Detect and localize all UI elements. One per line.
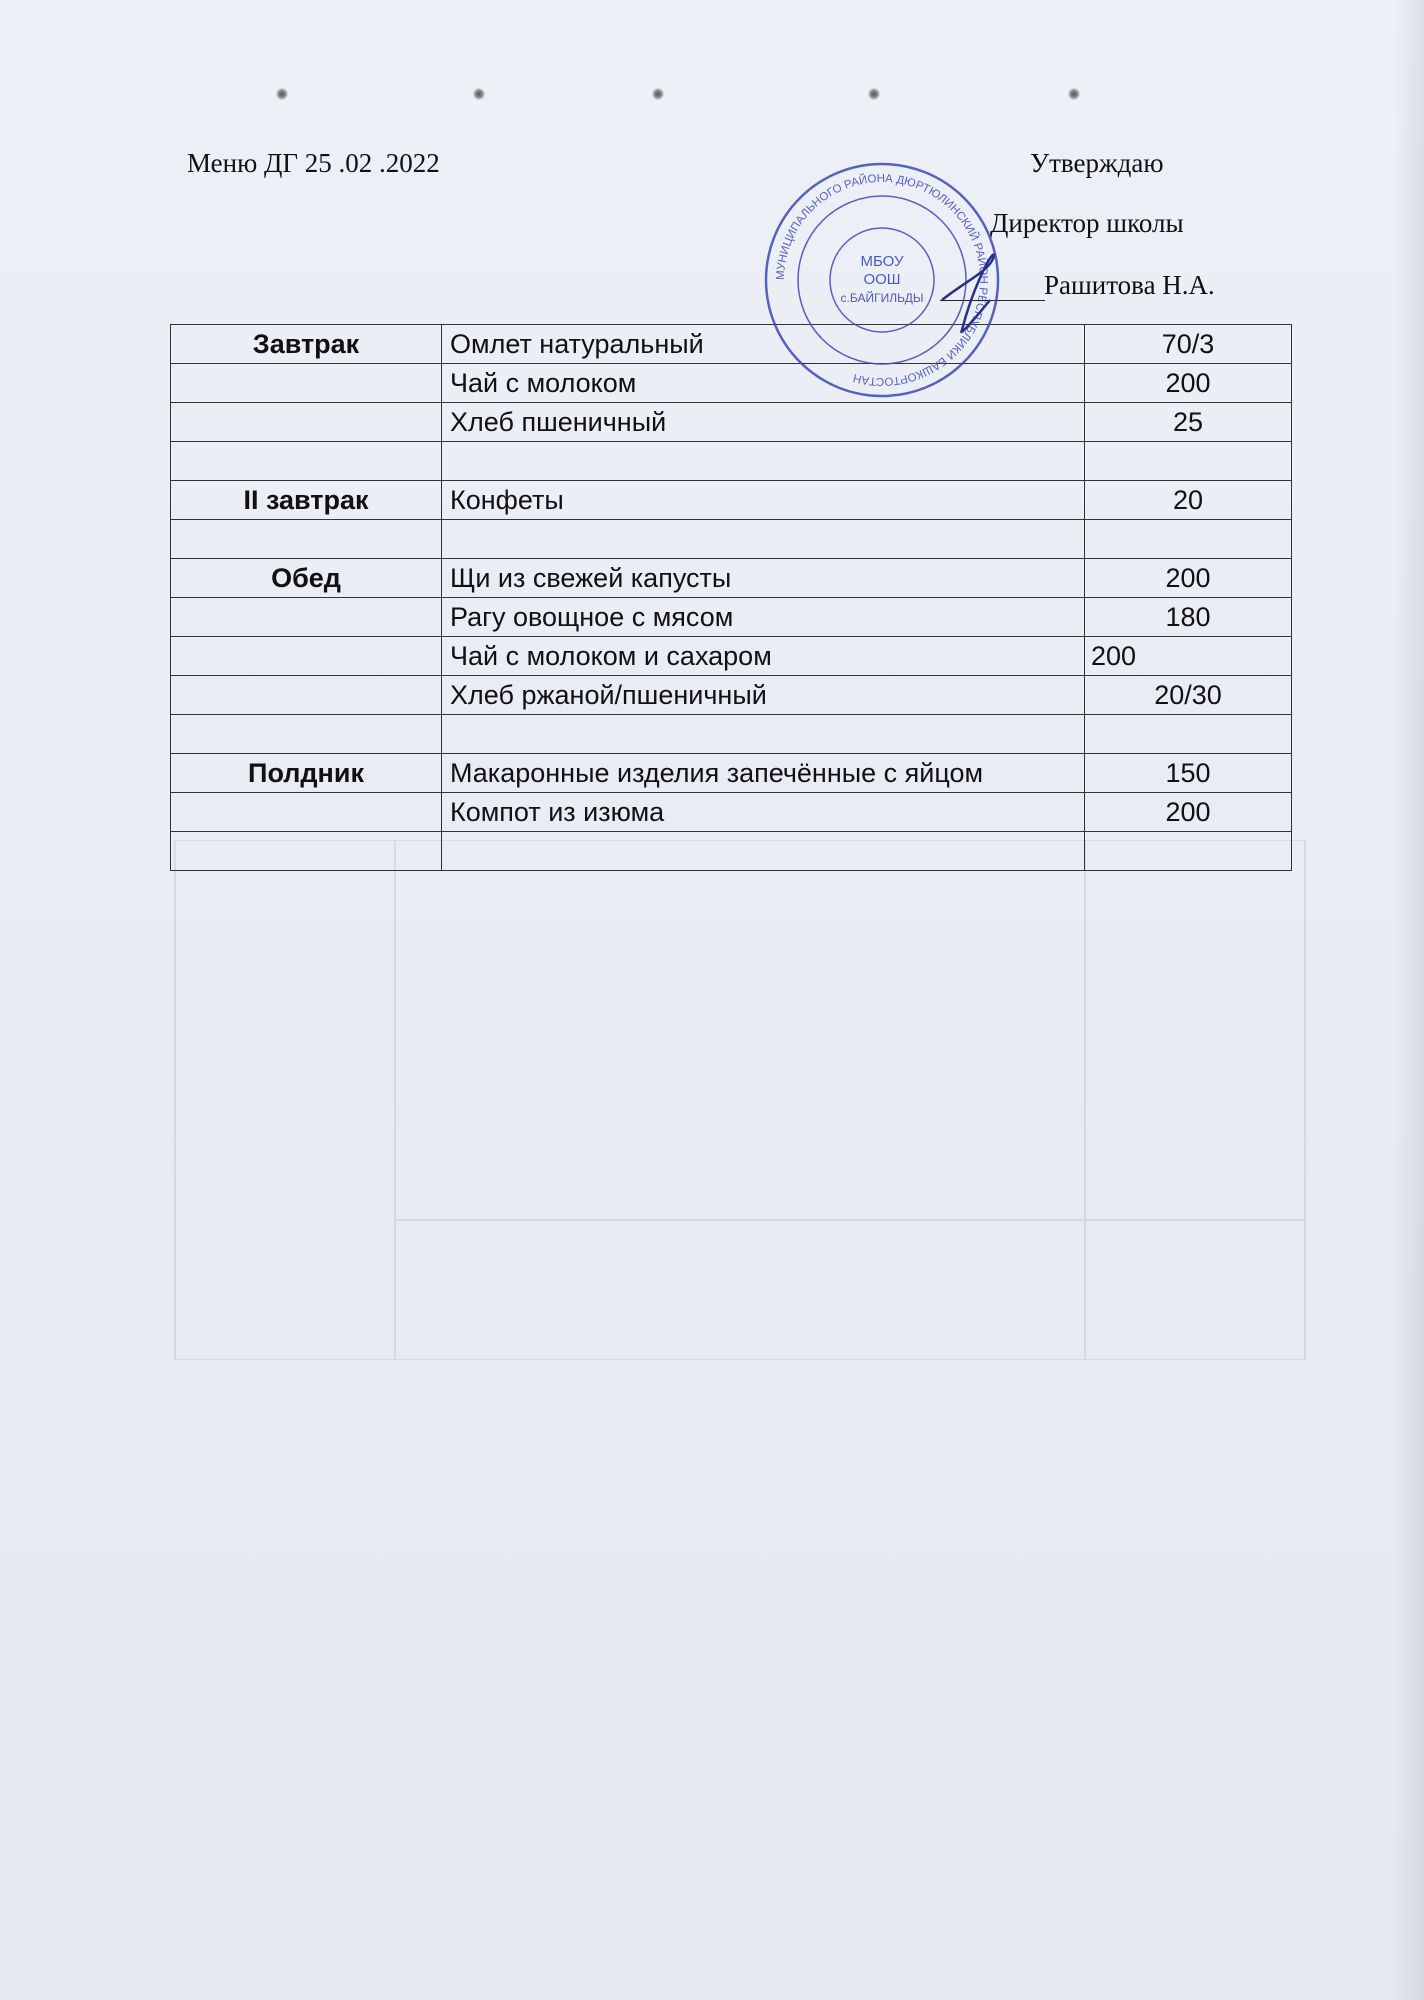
portion-cell (1085, 832, 1292, 871)
meal-cell (171, 520, 442, 559)
approve-label: Утверждаю (1030, 148, 1164, 178)
dish-cell (442, 832, 1085, 871)
stamp-ring-text: МУНИЦИПАЛЬНОГО РАЙОНА ДЮРТЮЛИНСКИЙ РАЙОН РЕСПУБЛИКИ БАШКОРТОСТАН (774, 172, 990, 388)
scan-edge-shadow (1394, 0, 1424, 2000)
menu-title: Меню ДГ 25 .02 .2022 (187, 148, 440, 178)
meal-cell: II завтрак (171, 481, 442, 520)
dish-cell: Макаронные изделия запечённые с яйцом (442, 754, 1085, 793)
director-label: Директор школы (990, 208, 1184, 238)
meal-cell (171, 793, 442, 832)
meal-cell (171, 403, 442, 442)
table-row (171, 715, 1292, 754)
dish-cell (442, 715, 1085, 754)
table-row (171, 442, 1292, 481)
dish-cell: Хлеб пшеничный (442, 403, 1085, 442)
meal-cell: Обед (171, 559, 442, 598)
director-name: Рашитова Н.А. (1044, 270, 1215, 300)
meal-cell: Завтрак (171, 325, 442, 364)
portion-cell: 180 (1085, 598, 1292, 637)
portion-cell: 150 (1085, 754, 1292, 793)
table-row (171, 364, 1292, 403)
portion-cell (1085, 442, 1292, 481)
portion-cell: 200 (1085, 559, 1292, 598)
table-row (171, 598, 1292, 637)
stamp-center-line: с.БАЙГИЛЬДЫ (840, 291, 924, 305)
bleed-through-table (170, 840, 1310, 1360)
punch-hole (868, 88, 880, 100)
portion-cell: 200 (1085, 637, 1292, 676)
meal-cell (171, 598, 442, 637)
dish-cell: Щи из свежей капусты (442, 559, 1085, 598)
dish-cell (442, 442, 1085, 481)
punch-hole (652, 88, 664, 100)
meal-cell (171, 832, 442, 871)
punch-hole (473, 88, 485, 100)
dish-cell: Чай с молоком (442, 364, 1085, 403)
meal-cell (171, 442, 442, 481)
portion-cell: 70/3 (1085, 325, 1292, 364)
portion-cell: 200 (1085, 793, 1292, 832)
stamp-center-line: ООШ (863, 271, 901, 288)
meal-cell (171, 676, 442, 715)
punch-hole (1068, 88, 1080, 100)
meal-cell (171, 364, 442, 403)
dish-cell: Рагу овощное с мясом (442, 598, 1085, 637)
table-row (171, 754, 1292, 793)
table-row (171, 832, 1292, 871)
portion-cell (1085, 520, 1292, 559)
table-row (171, 637, 1292, 676)
dish-cell: Конфеты (442, 481, 1085, 520)
dish-cell: Хлеб ржаной/пшеничный (442, 676, 1085, 715)
stamp-center-line: МБОУ (860, 253, 904, 270)
table-row (171, 520, 1292, 559)
table-row (171, 793, 1292, 832)
portion-cell: 25 (1085, 403, 1292, 442)
dish-cell: Омлет натуральный (442, 325, 1085, 364)
meal-cell: Полдник (171, 754, 442, 793)
table-row (171, 676, 1292, 715)
table-row (171, 325, 1292, 364)
punch-hole (276, 88, 288, 100)
portion-cell: 20 (1085, 481, 1292, 520)
dish-cell: Компот из изюма (442, 793, 1085, 832)
official-stamp (762, 160, 1002, 400)
portion-cell (1085, 715, 1292, 754)
menu-table (170, 324, 1292, 871)
portion-cell: 200 (1085, 364, 1292, 403)
dish-cell (442, 520, 1085, 559)
meal-cell (171, 637, 442, 676)
table-row (171, 403, 1292, 442)
dish-cell: Чай с молоком и сахаром (442, 637, 1085, 676)
portion-cell: 20/30 (1085, 676, 1292, 715)
table-row (171, 481, 1292, 520)
meal-cell (171, 715, 442, 754)
table-row (171, 559, 1292, 598)
